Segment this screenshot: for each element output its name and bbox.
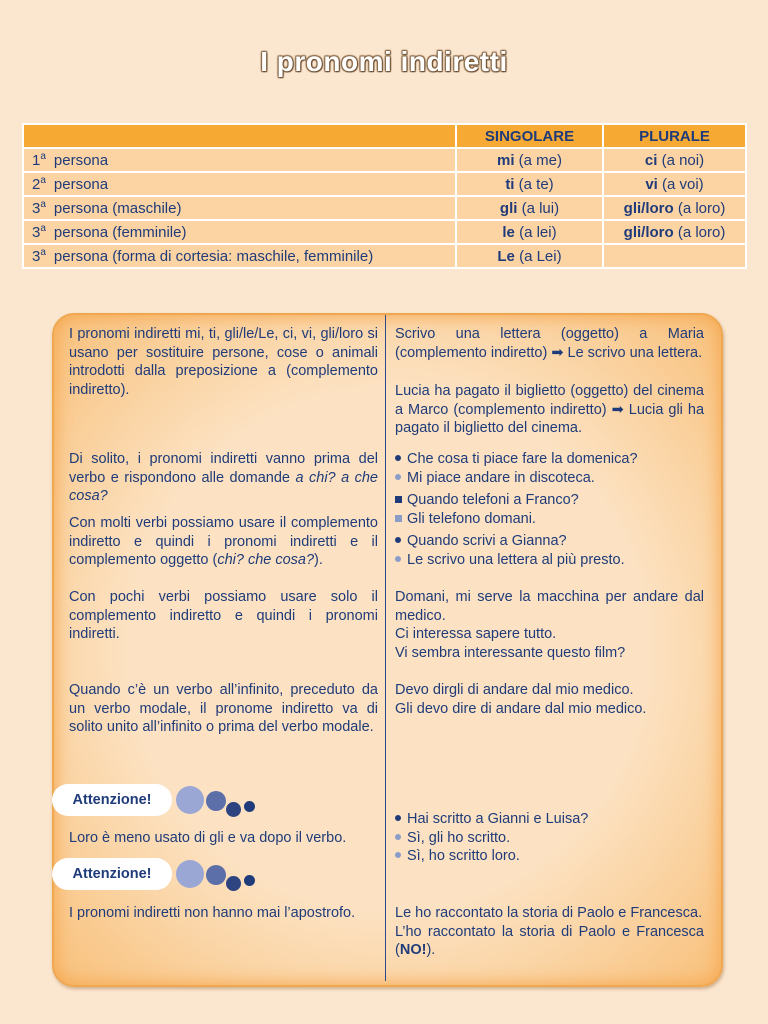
dialogue-line — [395, 532, 704, 551]
plural-cell — [603, 220, 746, 244]
person-label: persona (femminile) — [53, 224, 187, 241]
plural-cell — [603, 148, 746, 172]
singular-pronoun: Le — [497, 247, 515, 265]
example-wrong-end: ). — [426, 942, 436, 958]
person-cell — [23, 220, 456, 244]
plural-meaning: (a loro) — [677, 223, 726, 241]
column-divider — [385, 315, 386, 981]
person-cell — [23, 148, 456, 172]
bullet-icon — [395, 852, 401, 858]
singular-meaning: (a te) — [518, 175, 554, 193]
table-row — [23, 172, 746, 196]
dialogue-examples — [395, 450, 704, 569]
example-lucia-result: Lucia gli ha pagato il biglietto del cinema. — [395, 401, 705, 436]
dialogue-line — [395, 829, 704, 848]
example-maria-text: Scrivo una lettera (oggetto) a Maria (complemento indiretto) — [395, 326, 704, 361]
dialogue-text: Quando scrivi a Gianna? — [407, 533, 567, 549]
plural-cell — [603, 196, 746, 220]
ordinal-mark: a — [40, 199, 46, 210]
example-line: Gli devo dire di andare dal mio medico. — [395, 700, 647, 717]
rule-many-verbs-end: ). — [314, 552, 323, 568]
singular-pronoun: ti — [505, 175, 515, 193]
example-lucia-text: Lucia ha pagato il biglietto (oggetto) del cinema a Marco (complemento indiretto) — [395, 383, 704, 418]
bullet-icon — [395, 537, 401, 543]
person-label: persona — [53, 176, 109, 193]
person-label: persona — [53, 152, 109, 169]
dialogue-text: Sì, gli ho scritto. — [407, 829, 511, 846]
example-line — [395, 923, 704, 960]
rule-few-verbs: Con pochi verbi possiamo usare solo il complemento indiretto e quindi i pronomi indiretti. — [69, 589, 378, 642]
dialogue-line — [395, 847, 704, 866]
dialogue-text: Sì, ho scritto loro. — [407, 848, 520, 864]
table-header-singolare: SINGOLARE — [456, 124, 603, 148]
bullet-icon — [395, 556, 401, 562]
bullet-icon — [395, 455, 401, 461]
rule-loro: Loro è meno usato di gli e va dopo il verbo. — [69, 830, 347, 846]
dialogue-text: Mi piace andare in discoteca. — [407, 469, 595, 486]
singular-cell — [456, 220, 603, 244]
person-cell — [23, 196, 456, 220]
ordinal-mark: a — [40, 247, 46, 258]
table-row — [23, 148, 746, 172]
plural-pronoun: ci — [644, 151, 658, 169]
example-line: Devo dirgli di andare dal mio medico. — [395, 682, 634, 698]
dialogue-text: Hai scritto a Gianni e Luisa? — [407, 811, 589, 827]
decorative-dot — [206, 791, 226, 811]
attention-badge: Attenzione! — [52, 858, 172, 890]
arrow-icon: ➡ — [611, 401, 624, 418]
singular-meaning: (a lui) — [521, 199, 560, 217]
ordinal-mark: a — [40, 175, 46, 186]
example-line: Ci interessa sapere tutto. — [395, 626, 557, 642]
singular-meaning: (a Lei) — [519, 247, 562, 265]
bullet-icon — [395, 496, 402, 503]
example-line: Vi sembra interessante questo film? — [395, 644, 626, 661]
rule-definition: I pronomi indiretti mi, ti, gli/le/Le, ci, vi, gli/loro si usano per sostituire persone, cose o animali introdotti dalla preposizione a (complemento indiretto). — [69, 326, 378, 398]
table-row — [23, 244, 746, 268]
plural-cell — [603, 244, 746, 268]
rule-position-questions: a chi? a che cosa? — [69, 469, 379, 504]
plural-pronoun: gli/loro — [623, 223, 674, 241]
table-header-row — [23, 124, 746, 148]
dialogue-text: Quando telefoni a Franco? — [407, 492, 579, 508]
example-line: Le ho raccontato la storia di Paolo e Francesca. — [395, 905, 703, 921]
example-maria-result: Le scrivo una lettera. — [563, 344, 703, 361]
plural-meaning: (a noi) — [661, 151, 705, 169]
example-wrong-text: L’ho raccontato la storia di Paolo e Francesca ( — [395, 923, 704, 958]
example-line: Domani, mi serve la macchina per andare dal medico. — [395, 589, 704, 624]
bullet-icon — [395, 815, 401, 821]
dialogue-line — [395, 551, 704, 570]
singular-meaning: (a lei) — [519, 223, 557, 241]
attention-badge: Attenzione! — [52, 784, 172, 816]
singular-pronoun: gli — [499, 199, 518, 217]
decorative-dot — [226, 802, 241, 817]
person-label: persona (forma di cortesia: maschile, femminile) — [53, 248, 374, 265]
loro-examples — [395, 810, 704, 866]
rule-position-text: Di solito, i pronomi indiretti vanno prima del verbo e rispondono alle domande — [69, 451, 378, 486]
dialogue-line — [395, 510, 704, 529]
singular-pronoun: le — [502, 223, 515, 241]
plural-meaning: (a loro) — [677, 199, 726, 217]
dialogue-line — [395, 491, 704, 510]
dialogue-text: Che cosa ti piace fare la domenica? — [407, 451, 638, 467]
infinitive-examples — [395, 681, 704, 718]
singular-cell — [456, 196, 603, 220]
person-number: 3 — [32, 200, 41, 217]
table-header-empty — [23, 124, 456, 148]
singular-cell — [456, 148, 603, 172]
person-number: 1 — [32, 152, 41, 169]
dialogue-text: Le scrivo una lettera al più presto. — [407, 551, 625, 568]
rule-infinitive: Quando c’è un verbo all’infinito, preceduto da un verbo modale, il pronome indiretto va di solito unito all’infinito o prima del verbo modale. — [69, 682, 378, 735]
decorative-dot — [176, 786, 204, 814]
ordinal-mark: a — [40, 223, 46, 234]
plural-pronoun: vi — [645, 175, 658, 193]
dialogue-text: Gli telefono domani. — [407, 510, 536, 527]
plural-meaning: (a voi) — [662, 175, 704, 193]
arrow-icon: ➡ — [551, 344, 564, 361]
rule-many-verbs-text: Con molti verbi possiamo usare il complemento indiretto e quindi i pronomi indiretti e il complemento oggetto ( — [69, 515, 378, 568]
pronoun-table — [22, 123, 747, 269]
decorative-dot — [206, 865, 226, 885]
person-cell — [23, 244, 456, 268]
ordinal-mark: a — [40, 151, 46, 162]
person-number: 2 — [32, 176, 41, 193]
decorative-dot — [226, 876, 241, 891]
plural-cell — [603, 172, 746, 196]
table-header-plurale: PLURALE — [603, 124, 746, 148]
person-number: 3 — [32, 224, 41, 241]
singular-meaning: (a me) — [518, 151, 563, 169]
plural-pronoun: gli/loro — [623, 199, 674, 217]
example-wrong-mark: NO! — [399, 942, 427, 958]
person-cell — [23, 172, 456, 196]
bullet-icon — [395, 515, 402, 522]
table-row — [23, 220, 746, 244]
rule-many-verbs — [69, 514, 378, 570]
dialogue-line — [395, 810, 704, 829]
dialogue-line — [395, 469, 704, 488]
bullet-icon — [395, 474, 401, 480]
example-maria — [395, 325, 704, 362]
decorative-dot — [244, 875, 255, 886]
singular-cell — [456, 172, 603, 196]
decorative-dot — [244, 801, 255, 812]
decorative-dot — [176, 860, 204, 888]
person-label: persona (maschile) — [53, 200, 182, 217]
rule-many-verbs-questions: chi? che cosa? — [217, 552, 315, 568]
singular-cell — [456, 244, 603, 268]
table-row — [23, 196, 746, 220]
bullet-icon — [395, 834, 401, 840]
few-verbs-examples — [395, 588, 704, 662]
rule-apostrophe: I pronomi indiretti non hanno mai l’apostrofo. — [69, 905, 356, 921]
example-lucia — [395, 382, 704, 438]
apostrophe-examples — [395, 904, 704, 960]
page-title: I pronomi indiretti — [260, 46, 508, 77]
dialogue-line — [395, 450, 704, 469]
singular-pronoun: mi — [496, 151, 515, 169]
person-number: 3 — [32, 248, 41, 265]
rule-position — [69, 450, 378, 506]
